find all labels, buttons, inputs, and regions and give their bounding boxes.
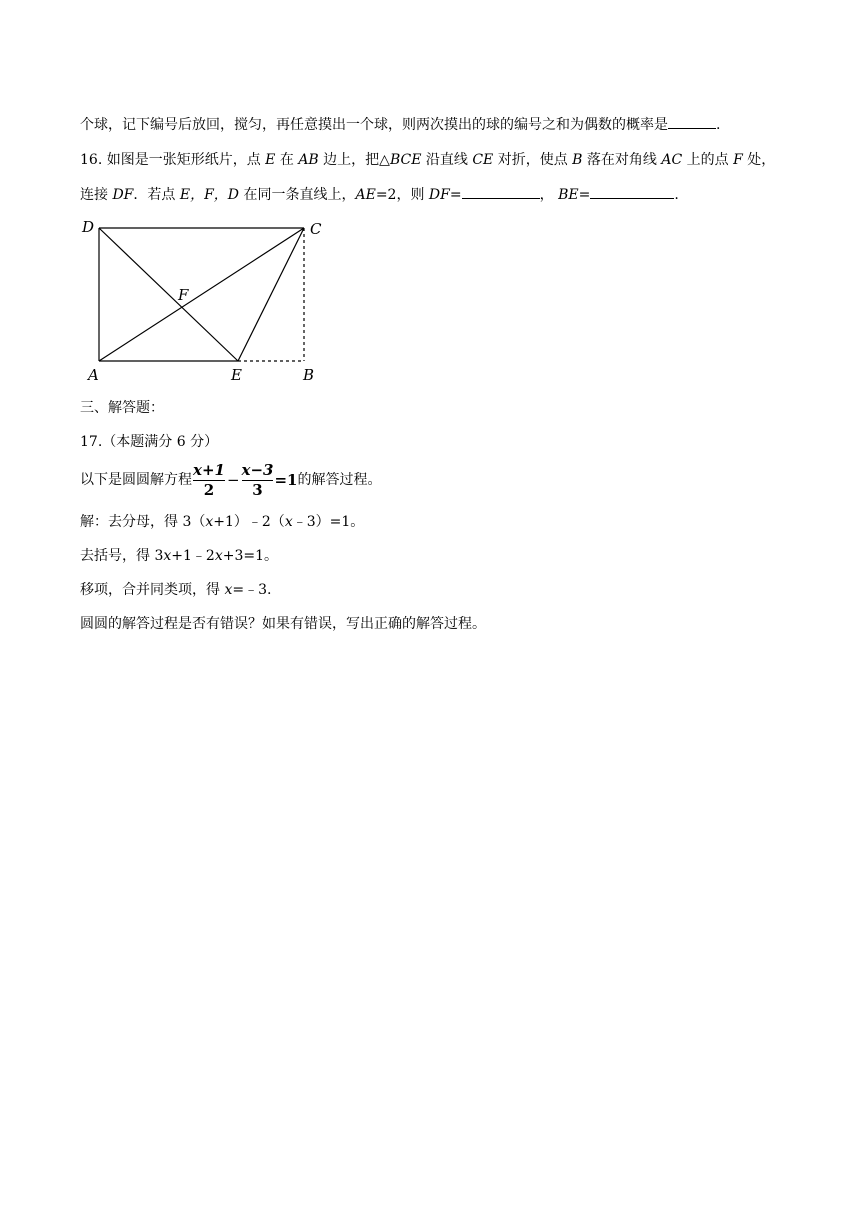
q16-text: 在同一条直线上， [239, 187, 356, 203]
q16-var: DF [428, 187, 450, 203]
diagonal-AC [99, 228, 304, 361]
q16-var: BCE [389, 152, 422, 168]
q16-line2 [80, 184, 788, 205]
q17-text: =﹣3. [232, 582, 272, 598]
q16-text: ．若点 [133, 187, 180, 203]
q16-df-answer-blank[interactable] [462, 184, 540, 199]
segment-DE [99, 228, 238, 361]
q17-heading: 17.（本题满分 6 分） [80, 434, 219, 450]
q16-text: ， [539, 187, 559, 203]
q16-be-answer-blank[interactable] [590, 184, 674, 199]
q17-text: +1）﹣2（ [213, 514, 285, 530]
q17-intro-line [80, 458, 788, 502]
q16-text: = [578, 187, 591, 203]
q16-var: DF [112, 187, 134, 203]
q16-var: CE [472, 152, 494, 168]
q16-var: AE [355, 187, 376, 203]
q17-var: x [284, 514, 293, 530]
q15-tail-text: 个球，记下编号后放回，搅匀，再任意摸出一个球，则两次摸出的球的编号之和为偶数的概率是 [80, 117, 668, 133]
label-A: A [88, 366, 99, 384]
q16-var: E [265, 152, 276, 168]
q16-line1 [80, 150, 788, 170]
q15-tail-line [80, 114, 788, 135]
q16-text: 上的点 [682, 152, 734, 168]
q17-step2 [80, 546, 788, 566]
q16-text: 沿直线 [421, 152, 473, 168]
q17-question: 圆圆的解答过程是否有错误？如果有错误，写出正确的解答过程。 [80, 616, 486, 632]
q15-tail-end: . [716, 117, 721, 133]
fraction-2-denominator: 3 [252, 480, 263, 499]
q16-text: 连接 [80, 187, 113, 203]
label-F: F [178, 286, 189, 304]
fraction-1-denominator: 2 [203, 480, 215, 499]
q17-var: x [205, 514, 214, 530]
q16-text: 边上，把△ [318, 152, 390, 168]
q17-text: 移项，合并同类项，得 [80, 582, 225, 598]
equation-rhs: =1 [274, 471, 298, 489]
q17-var: x [224, 582, 233, 598]
label-E: E [231, 366, 242, 384]
rectangle-fold-figure [78, 214, 338, 386]
q17-step3 [80, 580, 788, 600]
label-C: C [310, 220, 322, 238]
fraction-2-numerator: x−3 [241, 460, 274, 479]
label-B: B [303, 366, 315, 384]
q17-step1 [80, 512, 788, 532]
q16-var: B [572, 152, 583, 168]
equation-minus: − [226, 471, 240, 489]
q16-text: 16. 如图是一张矩形纸片，点 [80, 152, 266, 168]
q17-text: ﹣3）=1。 [292, 514, 365, 530]
fraction-1 [193, 461, 225, 500]
q16-text: 处， [742, 152, 776, 168]
q17-intro-b: 的解答过程。 [297, 472, 382, 488]
q16-text: 对折，使点 [493, 152, 573, 168]
q16-var: BE [558, 187, 579, 203]
q16-text: 落在对角线 [582, 152, 662, 168]
q17-var: x [214, 548, 223, 564]
label-D: D [82, 218, 95, 236]
equation [192, 461, 298, 500]
fraction-2 [242, 461, 274, 500]
q16-text: . [674, 187, 679, 203]
fraction-1-numerator: x+1 [193, 460, 225, 479]
q16-var: F [733, 152, 743, 168]
section-heading: 三、解答题： [80, 400, 164, 416]
segment-CE [238, 228, 304, 361]
q17-var: x [163, 548, 172, 564]
q17-intro-a: 以下是圆圆解方程 [80, 472, 192, 488]
q16-var: AC [661, 152, 683, 168]
q17-text: 去括号，得 3 [80, 548, 164, 564]
q17-text: +1﹣2 [171, 548, 215, 564]
q16-text: 在 [275, 152, 299, 168]
q17-text: 解：去分母，得 3（ [80, 514, 206, 530]
q16-var: E，F，D [179, 187, 240, 203]
q16-var: AB [298, 152, 319, 168]
q17-text: +3=1。 [222, 548, 278, 564]
q16-text: = [449, 187, 462, 203]
q16-text: =2，则 [375, 187, 429, 203]
q15-answer-blank[interactable] [668, 114, 716, 129]
